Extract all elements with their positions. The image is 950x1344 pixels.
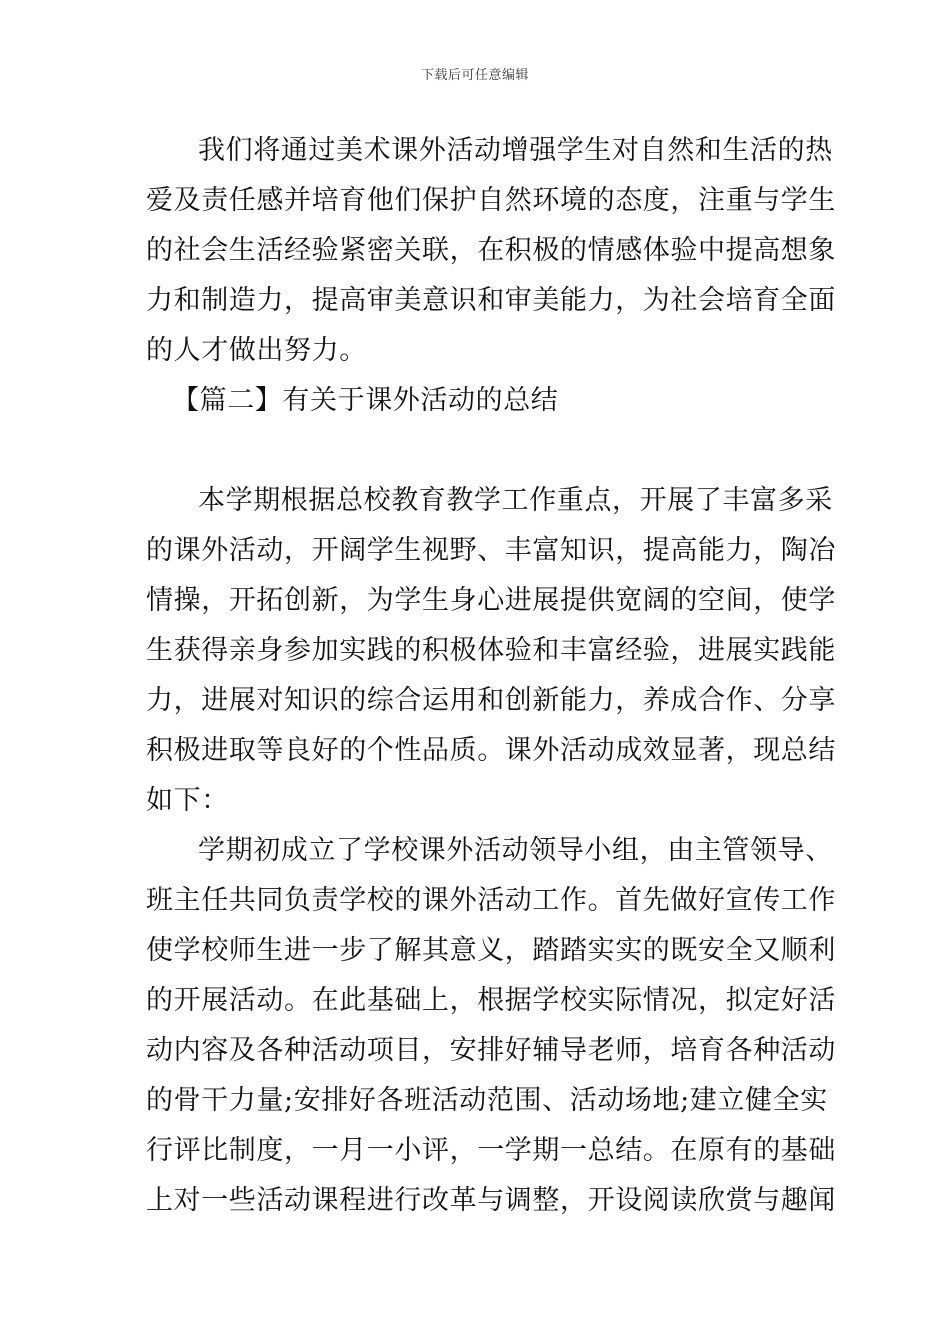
paragraph-line: 本学期根据总校教育教学工作重点，开展了丰富多采 [198, 485, 833, 516]
paragraph-line: 动内容及各种活动项目，安排好辅导老师，培育各种活动 [146, 1035, 836, 1066]
paragraph-line: 情操，开拓创新，为学生身心进展提供宽阔的空间，使学 [146, 585, 836, 616]
paragraph-line: 上对一些活动课程进行改革与调整，开设阅读欣赏与趣闻 [146, 1185, 836, 1216]
page-header: 下载后可任意编辑 [420, 68, 529, 83]
paragraph-line: 班主任共同负责学校的课外活动工作。首先做好宣传工作 [146, 885, 836, 916]
paragraph-line: 的社会生活经验紧密关联，在积极的情感体验中提高想象 [146, 235, 836, 266]
paragraph-line: 生获得亲身参加实践的积极体验和丰富经验，进展实践能 [146, 635, 836, 666]
paragraph-line: 如下： [146, 785, 229, 816]
paragraph-line: 的骨干力量;安排好各班活动范围、活动场地;建立健全实 [146, 1085, 828, 1116]
paragraph-line: 爱及责任感并培育他们保护自然环境的态度，注重与学生 [146, 185, 836, 216]
paragraph-line: 行评比制度，一月一小评，一学期一总结。在原有的基础 [146, 1135, 836, 1166]
paragraph-line: 的开展活动。在此基础上，根据学校实际情况，拟定好活 [146, 985, 836, 1016]
paragraph-line: 的课外活动，开阔学生视野、丰富知识，提高能力，陶冶 [146, 535, 836, 566]
paragraph-line: 使学校师生进一步了解其意义，踏踏实实的既安全又顺利 [146, 935, 836, 966]
paragraph-line: 学期初成立了学校课外活动领导小组，由主管领导、 [198, 835, 833, 866]
paragraph-line: 力，进展对知识的综合运用和创新能力，养成合作、分享 [146, 685, 836, 716]
paragraph-line: 积极进取等良好的个性品质。课外活动成效显著，现总结 [146, 735, 836, 766]
paragraph-line: 的人才做出努力。 [146, 335, 367, 366]
paragraph-line: 力和制造力，提高审美意识和审美能力，为社会培育全面 [146, 285, 836, 316]
paragraph-line: 我们将通过美术课外活动增强学生对自然和生活的热 [198, 135, 833, 166]
section-heading: 【篇二】有关于课外活动的总结 [172, 385, 559, 416]
